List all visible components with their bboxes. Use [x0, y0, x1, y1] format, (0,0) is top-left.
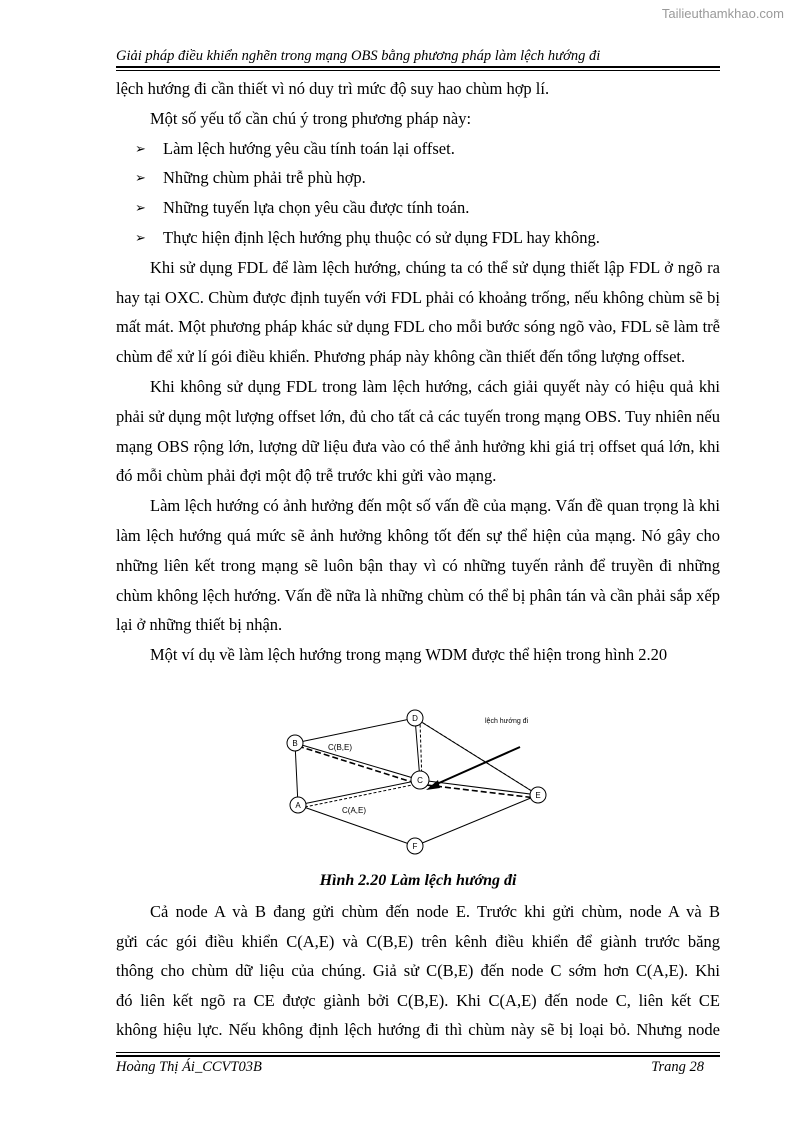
- text-line: thông cho chùm dữ liệu của chúng. Giả sử C(B,E) đến node C sớm hơn C(A,E). Khi: [116, 961, 720, 981]
- list-item-text: Thực hiện định lệch hướng phụ thuộc có sử dụng FDL hay không.: [163, 227, 600, 247]
- link-a-c: [298, 780, 420, 805]
- node-d: [407, 710, 423, 726]
- list-item-text: Những chùm phải trễ phù hợp.: [163, 168, 366, 188]
- paragraph: Khi không sử dụng FDL trong làm lệch hướng, cách giải quyết này có hiệu quả khi phải sử dụng một lượng offset lớn, đủ cho tất cả các tuyến trong mạng OBS. Tuy nhiên nếu mạng OBS rộng lớn, lượng dữ liệu đưa vào có thể ảnh hưởng khi giá trị offset quá lớn, khi đó mỗi chùm phải đợi một độ trễ trước khi gửi vào mạng.: [116, 376, 720, 486]
- node-b: [287, 735, 303, 751]
- arrow-bullet-icon: ➢: [135, 229, 146, 245]
- link-b-c: [295, 743, 420, 780]
- paragraph: lệch hướng đi cần thiết vì nó duy trì mức độ suy hao chùm hợp lí.: [116, 79, 550, 98]
- node-label-f: F: [412, 842, 418, 851]
- arrow-bullet-icon: ➢: [135, 170, 146, 186]
- node-c: [411, 771, 429, 789]
- list-item-text: Những tuyến lựa chọn yêu cầu được tính toán.: [163, 198, 470, 218]
- list-item-text: Làm lệch hướng yêu cầu tính toán lại offset.: [163, 138, 455, 158]
- network-diagram: [280, 705, 550, 855]
- paragraph: Một ví dụ về làm lệch hướng trong mạng WDM được thể hiện trong hình 2.20: [150, 645, 668, 665]
- bullet-list: [116, 134, 720, 253]
- text-line: đó liên kết ngõ ra CE được giành bởi C(B,E). Khi C(A,E) đến node C, liên kết CE: [116, 990, 720, 1010]
- node-label-c: C: [417, 776, 423, 785]
- path-cae: [300, 721, 535, 808]
- text-line: không hiệu lực. Nếu không định lệch hướng đi thì chùm này sẽ bị loại bỏ. Nhưng node: [116, 1020, 720, 1040]
- list-item: [116, 223, 720, 253]
- figure-caption: Hình 2.20 Làm lệch hướng đi: [319, 872, 517, 889]
- list-item: [116, 163, 720, 193]
- body-text-bottom: [116, 897, 720, 1045]
- footer-rule: [116, 1055, 720, 1057]
- node-label-a: A: [295, 801, 301, 810]
- footer-rule-thin: [116, 1052, 720, 1053]
- label-cbe: C(B,E): [328, 743, 352, 752]
- paragraph: Một số yếu tố cần chú ý trong phương pháp này:: [150, 108, 472, 128]
- deflection-arrow: [430, 747, 520, 787]
- label-cae: C(A,E): [342, 806, 366, 815]
- node-e: [530, 787, 546, 803]
- text-line: gửi các gói điều khiển C(A,E) và C(B,E) trên kênh điều khiển để giành trước băng: [116, 931, 720, 951]
- body-text: [116, 74, 720, 670]
- header-rule-thin: [116, 70, 720, 71]
- page-number: Trang 28: [651, 1059, 704, 1075]
- arrow-bullet-icon: ➢: [135, 200, 146, 216]
- paragraph: Làm lệch hướng có ảnh hưởng đến một số vấn đề của mạng. Vấn đề quan trọng là khi làm lệch hướng quá mức sẽ ảnh hưởng không tốt đến sự thể hiện của mạng. Nó gây cho những liên kết trong mạng sẽ luôn bận thay vì có những tuyến rảnh để truyền đi những chùm không lệch hướng. Vấn đề nữa là những chùm có thể bị phân tán và cần phải sắp xếp lại ở những thiết bị nhận.: [116, 496, 720, 635]
- node-label-b: B: [292, 739, 298, 748]
- link-b-a: [295, 743, 298, 805]
- node-a: [290, 797, 306, 813]
- label-deflection: lệch hướng đi: [485, 718, 529, 725]
- paragraph: Khi sử dụng FDL để làm lệch hướng, chúng ta có thể sử dụng thiết lập FDL ở ngõ ra hay tại OXC. Chùm được định tuyến với FDL phải có khoảng trống, nếu không chùm sẽ bị mất mát. Một phương pháp khác sử dụng FDL cho mỗi bước sóng ngõ vào, FDL sẽ làm trễ chùm để xử lí gói điều khiển. Phương pháp này không cần thiết đến tổng lượng offset.: [116, 257, 720, 367]
- node-label-d: D: [412, 714, 418, 723]
- link-f-e: [415, 795, 538, 846]
- footer-author: Hoàng Thị Ái_CCVT03B: [116, 1059, 262, 1075]
- header-rule: [116, 66, 720, 68]
- link-b-d: [295, 718, 415, 743]
- list-item: [116, 134, 720, 164]
- page-header: Giải pháp điều khiển nghẽn trong mạng OBS bằng phương pháp làm lệch hướng đi: [116, 48, 601, 64]
- node-f: [407, 838, 423, 854]
- arrow-bullet-icon: ➢: [135, 140, 146, 156]
- node-label-e: E: [535, 791, 541, 800]
- text-line: Cả node A và B đang gửi chùm đến node E. Trước khi gửi chùm, node A và B: [150, 902, 720, 921]
- list-item: [116, 193, 720, 223]
- watermark: Tailieuthamkhao.com: [661, 6, 784, 21]
